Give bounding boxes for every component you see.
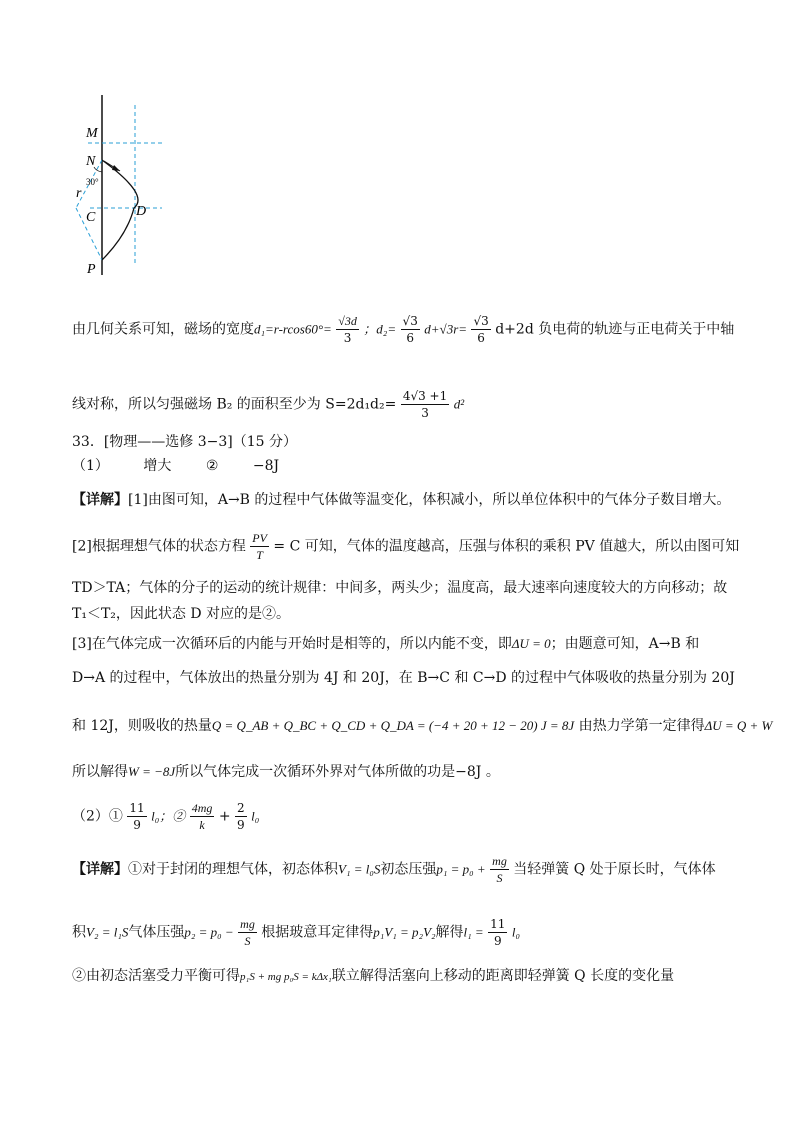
math: V₁ = l₀S [338,861,381,877]
frac-num: √3 [473,314,489,328]
math: p₂ = p₀ − [184,924,234,940]
trajectory-arc [102,160,138,260]
text: 气体压强 [128,924,185,941]
text: （1） [72,458,109,474]
text: ①对于封闭的理想气体，初态体积 [128,861,338,878]
frac-den: S [496,871,503,885]
text: 所以气体完成一次循环外界对气体所做的功是−8J 。 [175,764,500,780]
frac-den: 9 [133,818,141,832]
frac-den: 9 [493,934,502,948]
text: [3]在气体完成一次循环后的内能与开始时是相等的，所以内能不变，即 [72,636,512,652]
math: l₀ [511,924,521,940]
frac-num: 4√3 +1 [402,389,448,403]
math: W = −8J [128,764,176,779]
text: 线对称，所以匀强磁场 B₂ 的面积至少为 S=2d₁d₂= [72,396,397,413]
arrow-head-icon [112,165,120,171]
text: d+2d 负电荷的轨迹与正电荷关于中轴 [495,321,735,338]
label-D: D [136,204,147,219]
math: l₀ [251,808,260,824]
math: l₁ = [463,924,484,940]
math: ；d₂= [363,321,397,337]
text: ②由初态活塞受力平衡可得 [72,968,240,984]
answer-3: −8J [252,458,280,474]
label-angle: 30° [86,177,99,187]
fraction [401,313,420,346]
text: ；由题意可知，A→B 和 [550,636,700,652]
frac-den: T [256,548,263,562]
text-line-10: D→A 的过程中，气体放出的热量分别为 4J 和 20J，在 B→C 和 C→D 的过程中气体吸收的热量分别为 20J [72,670,735,686]
text-line-7: TD＞TA；气体的分子的运动的统计规律：中间多，两头少；温度高，最大速率向速度较大的方向移动；故 [72,580,728,596]
fraction [235,800,247,833]
label-M: M [86,126,98,141]
text: （2）① [72,808,123,825]
text: [2]根据理想气体的状态方程 [72,538,246,555]
frac-num: 4mg [191,801,213,815]
answer-line-2 [72,800,259,833]
label-P: P [87,262,96,277]
frac-num: 2 [237,801,245,815]
fraction [250,530,269,563]
text: 联立解得活塞向上移动的距离即轻弹簧 Q 长度的变化量 [331,968,675,984]
text: 由热力学第一定律得 [578,718,705,734]
text-line-12 [72,762,500,782]
text-line-16 [72,966,674,987]
detail-tag: 【详解】 [72,861,128,878]
frac-num: √3 [402,314,418,328]
answer-2: ② [205,458,219,474]
fraction [488,916,507,949]
text-line-2 [72,388,464,421]
text: 和 12J，则吸收的热量 [72,718,212,734]
math: d₁=r-rcos60°= [254,321,332,337]
fraction [471,313,490,346]
text-line-8: T₁＜T₂，因此状态 D 对应的是②。 [72,606,291,622]
frac-den: 6 [477,331,485,345]
frac-num: mg [492,854,507,868]
frac-num: PV [252,531,267,545]
text: 由几何关系可知，磁场的宽度 [72,321,254,338]
text-line-1 [72,313,734,346]
math: p₁ = p₀ + [436,861,486,877]
text: 解得 [435,924,464,941]
math: V₂ = l₁S [86,924,129,940]
label-C: C [86,210,96,225]
fraction [127,800,146,833]
text: 所以解得 [72,764,128,780]
math: p₁V₁ = p₂V₂ [373,924,436,940]
math: d+√3r= [424,321,468,337]
fraction [336,313,359,346]
label-r: r [76,186,82,201]
frac-den: 3 [421,406,429,420]
fraction [190,800,215,833]
frac-num: 11 [129,801,145,815]
text-line-15 [72,916,520,949]
detail-tag: 【详解】 [72,492,128,508]
frac-num: 11 [490,917,506,931]
frac-den: S [244,934,251,948]
math: ΔU = 0 [511,636,551,651]
text-line-14 [72,853,716,886]
frac-den: k [199,818,205,832]
fraction [490,853,509,886]
frac-num: √3d [338,314,357,328]
text-line-9 [72,634,699,654]
text: 初态压强 [380,861,437,878]
math: ΔU = Q + W [704,718,773,733]
text-line-5 [72,490,730,510]
text-line-11 [72,716,772,736]
frac-den: 9 [237,818,245,832]
answer-1: 增大 [143,458,172,474]
section-heading: 33．[物理——选修 3−3]（15 分） [72,434,297,450]
fraction [238,916,257,949]
math: Q = Q_AB + Q_BC + Q_CD + Q_DA = (−4 + 20 + 12 − 20) J = 8J [211,718,575,733]
frac-den: 6 [406,331,414,345]
text: 积 [72,924,86,941]
answer-line-1 [72,456,279,476]
text-line-6 [72,530,739,563]
text: [1]由图可知，A→B 的过程中气体做等温变化，体积减小，所以单位体积中的气体分子数目增大。 [128,492,731,508]
math: p₁S + mg p₀S = kΔx₁ [240,971,332,983]
fraction [401,388,449,421]
text: + [218,808,231,825]
text: 根据玻意耳定律得 [261,924,374,941]
label-N: N [86,154,96,169]
frac-num: mg [240,917,255,931]
text: 当轻弹簧 Q 处于原长时，气体体 [513,861,716,878]
math: l₀；② [151,808,186,824]
text: = C 可知，气体的温度越高，压强与体积的乘积 PV 值越大，所以由图可知 [273,538,740,555]
geometry-figure [72,95,182,285]
math: d² [453,396,465,412]
frac-den: 3 [343,331,352,345]
